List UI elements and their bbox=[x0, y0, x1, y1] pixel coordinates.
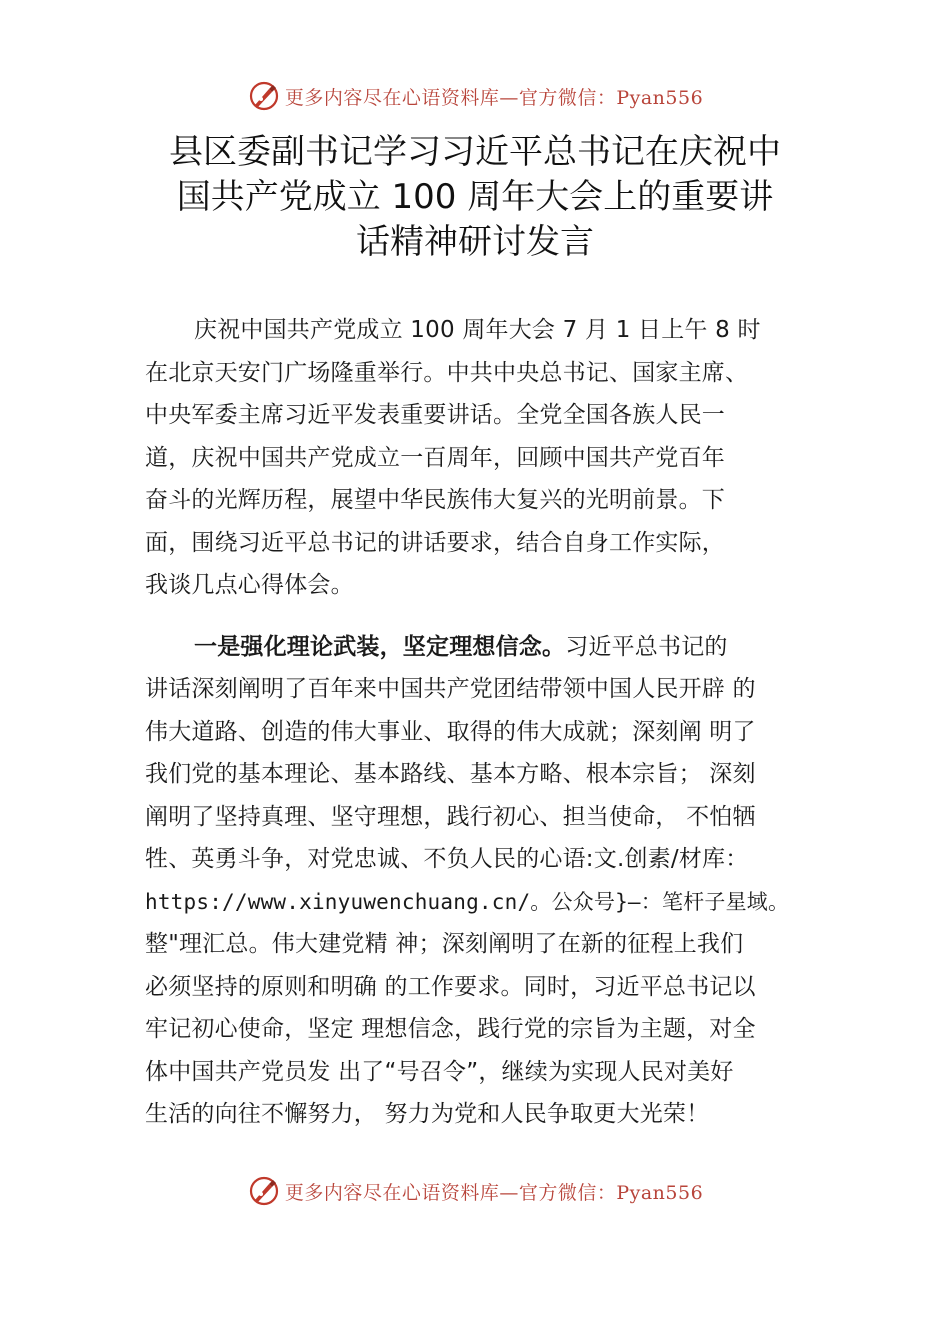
text-line: 牢记初心使命，坚定 理想信念，践行党的宗旨为主题，对全 bbox=[145, 1016, 756, 1042]
text-line: 中央军委主席习近平发表重要讲话。全党全国各族人民一 bbox=[145, 402, 725, 428]
text-line: 讲话深刻阐明了百年来中国共产党团结带领中国人民开辟 的 bbox=[145, 676, 756, 702]
footer-banner bbox=[0, 1171, 950, 1211]
title-line-2: 国共产党成立 100 周年大会上的重要讲 bbox=[176, 177, 774, 217]
text-line: 庆祝中国共产党成立 100 周年大会 7 月 1 日上午 8 时 bbox=[194, 317, 761, 343]
paragraph-intro bbox=[145, 309, 835, 607]
point-heading-rest: 习近平总书记的 bbox=[565, 633, 728, 660]
text-line: 伟大道路、创造的伟大事业、取得的伟大成就；深刻阐 明了 bbox=[145, 718, 756, 745]
point-heading: 一是强化理论武装，坚定理想信念。 bbox=[194, 633, 566, 660]
banner-inner bbox=[247, 79, 703, 113]
text-line: 阐明了坚持真理、坚守理想，践行初心、担当使命， 不怕牺 bbox=[145, 803, 756, 830]
text-line: 奋斗的光辉历程，展望中华民族伟大复兴的光明前景。下 bbox=[145, 487, 725, 513]
banner-text: 更多内容尽在心语资料库—官方微信：Pyan556 bbox=[284, 86, 704, 109]
text-line: 我们党的基本理论、基本路线、基本方略、根本宗旨； 深刻 bbox=[145, 761, 756, 787]
text-line-with-heading bbox=[145, 626, 835, 669]
document-body bbox=[145, 309, 835, 1155]
paragraph-point-one bbox=[145, 626, 835, 1136]
header-banner bbox=[0, 76, 950, 116]
text-line: 整"理汇总。伟大建党精 神；深刻阐明了在新的征程上我们 bbox=[145, 931, 744, 957]
text-line: 体中国共产党员发 出了“号召令”，继续为实现人民对美好 bbox=[145, 1058, 734, 1085]
text-line: 生活的向往不懈努力， 努力为党和人民争取更大光荣！ bbox=[145, 1101, 710, 1127]
pen-logo-icon bbox=[247, 1174, 281, 1208]
banner-text: 更多内容尽在心语资料库—官方微信：Pyan556 bbox=[284, 1181, 704, 1204]
document-title bbox=[100, 130, 850, 265]
text-line: 道，庆祝中国共产党成立一百周年，回顾中国共产党百年 bbox=[145, 444, 725, 471]
text-line-url: https://www.xinyuwenchuang.cn/。公众号}—：笔杆子星域。 bbox=[145, 889, 790, 914]
text-line: 面，围绕习近平总书记的讲话要求，结合自身工作实际， bbox=[145, 529, 725, 556]
title-line-3: 话精神研讨发言 bbox=[356, 222, 594, 262]
text-line: 我谈几点心得体会。 bbox=[145, 572, 354, 598]
pen-logo-icon bbox=[247, 79, 281, 113]
text-line: 在北京天安门广场隆重举行。中共中央总书记、国家主席、 bbox=[145, 359, 749, 386]
text-line: 必须坚持的原则和明确 的工作要求。同时，习近平总书记以 bbox=[145, 973, 756, 1000]
text-line: 牲、英勇斗争，对党忠诚、不负人民的心语:文.创素/材库： bbox=[145, 846, 749, 872]
title-line-1: 县区委副书记学习习近平总书记在庆祝中 bbox=[169, 132, 781, 172]
banner-inner bbox=[247, 1174, 703, 1208]
